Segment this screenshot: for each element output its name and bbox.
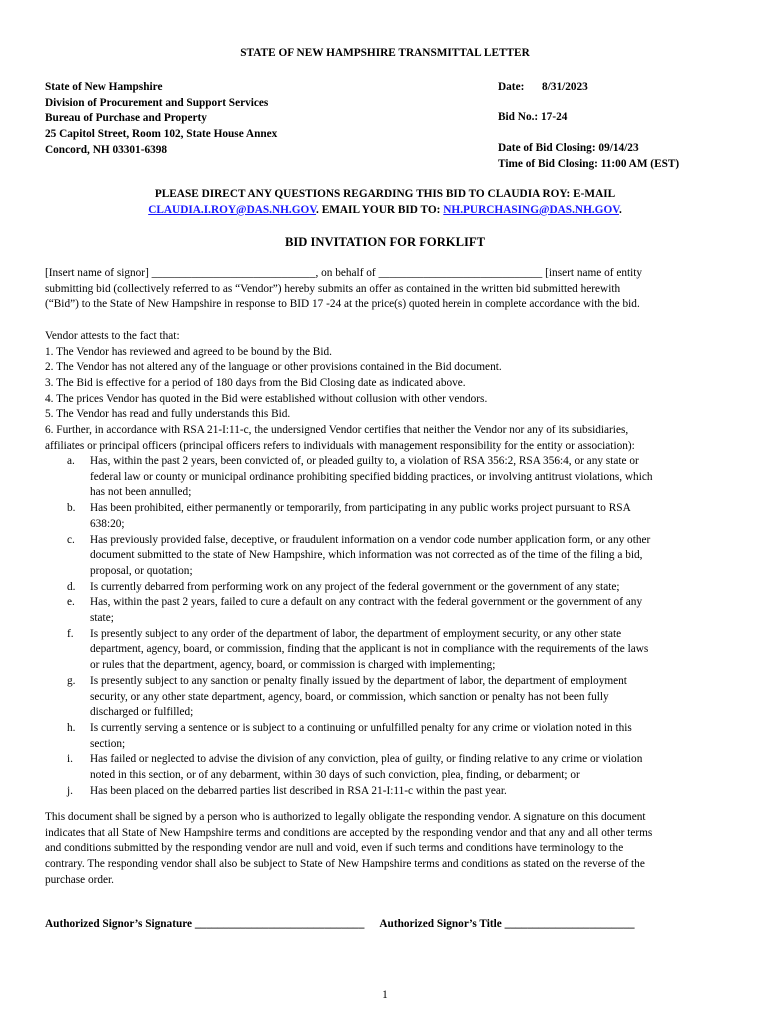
- closing-line: purchase order.: [45, 873, 115, 886]
- list-item-text: [90, 580, 720, 596]
- bid-closing-date: Date of Bid Closing: 09/14/23: [498, 142, 639, 154]
- list-item-letter: d.: [67, 580, 76, 593]
- date-value: 8/31/2023: [542, 81, 588, 93]
- list-item: [45, 752, 725, 783]
- closing-paragraph: [45, 810, 725, 889]
- list-item-line: document submitted to the state of New Hampshire, which information was not corrected as of the time of the filing a bid,: [90, 549, 643, 562]
- list-item-letter: h.: [67, 721, 76, 734]
- list-item-line: federal law or county or municipal ordinance prohibiting specified bidding practices, or involving antitrust violations, which: [90, 470, 653, 483]
- list-item: [45, 674, 725, 721]
- list-item-letter: g.: [67, 674, 76, 687]
- list-item-letter: e.: [67, 596, 75, 609]
- contact-email-link[interactable]: CLAUDIA.I.ROY@DAS.NH.GOV: [148, 203, 317, 216]
- page-number: 1: [382, 989, 388, 1001]
- disqualification-list: [45, 454, 725, 799]
- notice-middle: . EMAIL YOUR BID TO:: [316, 203, 444, 216]
- list-item: [45, 501, 725, 532]
- attestation-item: 4. The prices Vendor has quoted in the Bid were established without collusion with other vendors.: [45, 392, 488, 405]
- list-item: [45, 454, 725, 501]
- list-item-line: or rules that the department, agency, board, or commission is charged with implementing;: [90, 659, 496, 672]
- list-item: [45, 580, 725, 596]
- list-item: [45, 721, 725, 752]
- address-line: Bureau of Purchase and Property: [45, 112, 207, 125]
- address-line: State of New Hampshire: [45, 81, 163, 93]
- attestation-list: [45, 329, 725, 455]
- list-item-line: Has, within the past 2 years, failed to cure a default on any contract with the federal government or the government of any: [90, 596, 643, 609]
- list-item-line: 638:20;: [90, 517, 125, 530]
- bid-number-field: [498, 110, 567, 126]
- list-item-letter: a.: [67, 455, 75, 467]
- list-item-line: department, agency, board, or commission, finding that the applicant is not in compliance with the requirements of the laws: [90, 643, 649, 656]
- agency-address: [45, 80, 277, 158]
- title-field[interactable]: Authorized Signor’s Title _______________________: [379, 918, 635, 930]
- address-line: Concord, NH 03301-6398: [45, 143, 168, 156]
- notice-end: .: [618, 203, 622, 216]
- attestation-item: 5. The Vendor has read and fully understands this Bid.: [45, 408, 291, 421]
- list-item-line: proposal, or quotation;: [90, 564, 193, 577]
- attestation-item: affiliates or principal officers (principal officers refers to individuals with management responsibility for the entity or association):: [45, 439, 635, 452]
- list-item-line: noted in this section, or of any debarment, within 30 days of such conviction, plea, finding, or debarment; or: [90, 769, 580, 782]
- list-item-line: Has previously provided false, deceptive, or fraudulent information on a vendor code number application form, or any other: [90, 533, 651, 546]
- attestation-lead: Vendor attests to the fact that:: [45, 330, 180, 342]
- bid-number-label: Bid No.:: [498, 111, 539, 123]
- contact-notice: [0, 187, 770, 218]
- list-item-line: Has failed or neglected to advise the division of any conviction, plea of guilty, or finding relative to any crime or violation: [90, 753, 643, 766]
- list-item-text: [90, 627, 720, 674]
- list-item-letter: i.: [67, 753, 73, 766]
- list-item-text: [90, 595, 720, 626]
- closing-line: This document shall be signed by a person who is authorized to legally obligate the responding vendor. A signature on this document: [45, 811, 646, 823]
- intro-line: submitting bid (collectively referred to as “Vendor”) hereby submits an offer as contained in the written bid submitted herewith: [45, 282, 621, 295]
- list-item: [45, 627, 725, 674]
- list-item-letter: f.: [67, 627, 74, 640]
- signature-field[interactable]: Authorized Signor’s Signature ______________________________: [45, 918, 365, 930]
- intro-line: (“Bid”) to the State of New Hampshire in response to BID 17 -24 at the price(s) quoted herein in complete accordance with the bid.: [45, 298, 640, 311]
- list-item-text: [90, 674, 720, 721]
- list-item: [45, 784, 725, 800]
- list-item-line: Is presently subject to any order of the department of labor, the department of employment security, or any other state: [90, 627, 622, 640]
- submission-email-link[interactable]: NH.PURCHASING@DAS.NH.GOV: [443, 203, 619, 216]
- list-item-line: state;: [90, 612, 114, 625]
- bid-closing-time: Time of Bid Closing: 11:00 AM (EST): [498, 157, 680, 170]
- date-label: Date:: [498, 81, 525, 93]
- closing-line: contrary. The responding vendor shall also be subject to State of New Hampshire terms and conditions as stated on the reverse of the: [45, 858, 645, 871]
- attestation-item: 3. The Bid is effective for a period of 180 days from the Bid Closing date as indicated above.: [45, 377, 466, 390]
- list-item-text: [90, 533, 720, 580]
- list-item: [45, 533, 725, 580]
- bid-closing-info: [498, 141, 679, 172]
- list-item-text: [90, 784, 720, 800]
- intro-paragraph: [45, 266, 725, 313]
- list-item-line: Has been placed on the debarred parties list described in RSA 21-I:11-c within the past year.: [90, 784, 507, 797]
- list-item-line: discharged or fulfilled;: [90, 706, 194, 719]
- list-item-line: Is currently debarred from performing work on any project of the federal government or the government of any state;: [90, 580, 620, 593]
- attestation-item: 1. The Vendor has reviewed and agreed to be bound by the Bid.: [45, 345, 332, 358]
- list-item-line: Is presently subject to any sanction or penalty finally issued by the department of labor, the department of employment: [90, 674, 627, 687]
- signature-row: [45, 917, 635, 933]
- list-item-text: [90, 721, 720, 752]
- date-field: [498, 80, 588, 96]
- list-item-text: [90, 454, 720, 501]
- address-line: Division of Procurement and Support Services: [45, 96, 269, 109]
- list-item-letter: c.: [67, 533, 75, 546]
- closing-line: indicates that all State of New Hampshire terms and conditions are accepted by the responding vendor and that any and all other terms: [45, 826, 653, 839]
- list-item-text: [90, 501, 720, 532]
- intro-line: [Insert name of signor] _____________________________, on behalf of _____________________________ [insert name of entity: [45, 267, 643, 279]
- list-item-text: [90, 752, 720, 783]
- list-item-letter: b.: [67, 502, 76, 515]
- list-item-line: section;: [90, 737, 126, 750]
- attestation-item: 2. The Vendor has not altered any of the language or other provisions contained in the Bid document.: [45, 361, 502, 374]
- list-item-line: has not been annulled;: [90, 486, 192, 499]
- address-line: 25 Capitol Street, Room 102, State House Annex: [45, 128, 278, 141]
- list-item-line: security, or any other state department, agency, board, or commission, which sanction or penalty has not been fully: [90, 690, 609, 703]
- notice-line: PLEASE DIRECT ANY QUESTIONS REGARDING THIS BID TO CLAUDIA ROY: E-MAIL: [154, 188, 616, 200]
- attestation-item: 6. Further, in accordance with RSA 21-I:11-c, the undersigned Vendor certifies that neither the Vendor nor any of its subsidiaries,: [45, 424, 629, 437]
- list-item-letter: j.: [67, 784, 73, 797]
- bid-number-value: 17-24: [541, 111, 568, 123]
- list-item-line: Has been prohibited, either permanently or temporarily, from participating in any public works project pursuant to RSA: [90, 502, 631, 515]
- list-item-line: Is currently serving a sentence or is subject to a continuing or unfulfilled penalty for any crime or violation noted in this: [90, 721, 632, 734]
- list-item-line: Has, within the past 2 years, been convicted of, or pleaded guilty to, a violation of RSA 356:2, RSA 356:4, or any state or: [90, 455, 639, 467]
- closing-line: and conditions submitted by the responding vendor are null and void, even if such terms and conditions have terminology to the: [45, 842, 624, 855]
- letter-title: STATE OF NEW HAMPSHIRE TRANSMITTAL LETTER: [240, 47, 530, 59]
- list-item: [45, 595, 725, 626]
- invitation-title: BID INVITATION FOR FORKLIFT: [284, 235, 485, 249]
